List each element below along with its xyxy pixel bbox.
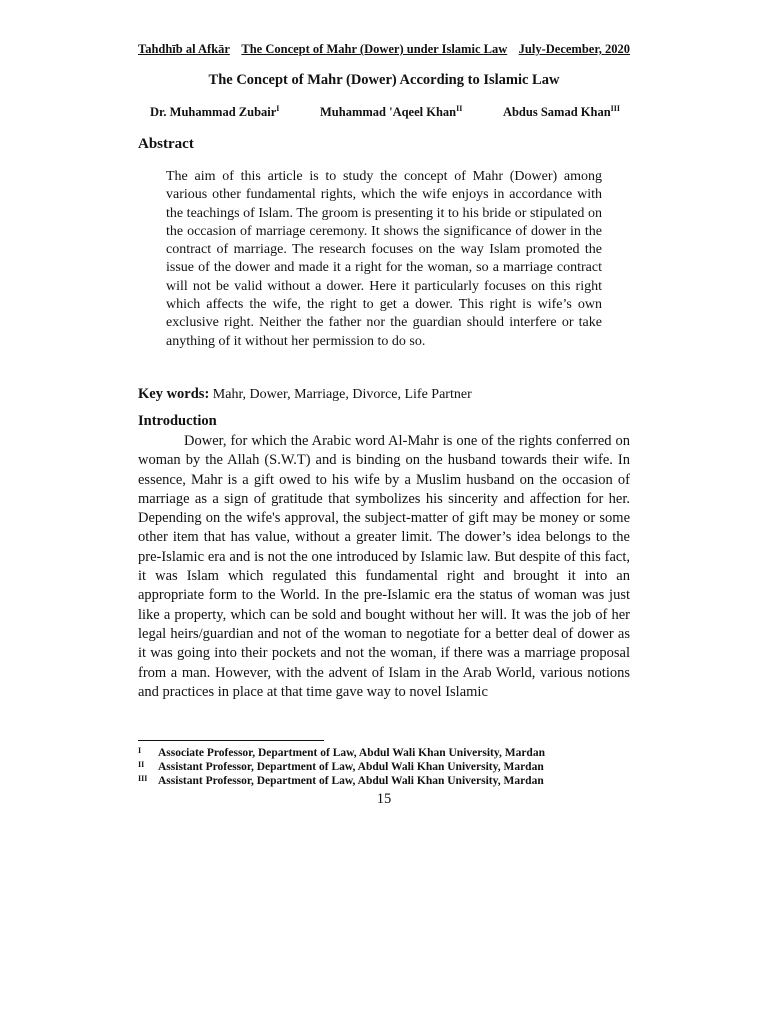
abstract-body: The aim of this article is to study the concept of Mahr (Dower) among various other fundamental rights, which the wife enjoys in accordance with the teachings of Islam. The groom is presenting it to his bride or stipulated on the occasion of marriage ceremony. It shows the significance of dower in the contract of marriage. The research focuses on the way Islam promoted the issue of the dower and made it a right for the woman, so a marriage contract will not be valid without a dower. Here it particularly focuses on this right which affects the wife, the right to get a dower. This right is wife’s own exclusive right. Neither the father nor the guardian should interfere or take anything of it without her permission to do so.	[166, 169, 602, 349]
article-short-title: The Concept of Mahr (Dower) under Islamic Law	[241, 42, 508, 56]
footnote-text: Associate Professor, Department of Law, Abdul Wali Khan University, Mardan	[158, 747, 545, 759]
keywords-label: Key words:	[138, 386, 210, 402]
footnote-mark: III	[138, 774, 148, 783]
footnote	[138, 760, 618, 774]
author-name: Muhammad 'Aqeel Khan	[320, 105, 457, 120]
introduction-body: Dower, for which the Arabic word Al-Mahr is one of the rights conferred on woman by the Allah (S.W.T) and is binding on the husband towards their wife. In essence, Mahr is a gift owed to his wife by a Muslim husband on the occasion of marriage as a sign of gratitude that symbolizes his sincerity and affection for her. Depending on the wife's approval, the subject-matter of gift may be money or some other item that has value, without a greater limit. The dower’s idea belongs to the pre-Islamic era and is not the one introduced by Islamic law. But despite of this fact, it was Islam which regulated this fundamental right and brought it into an appropriate form to the World. In the pre-Islamic era the status of woman was just like a property, which can be sold and bought without her will. It was the job of her legal heirs/guardian and not of the woman to negotiate for a better deal of dower as it was going into their pockets and not the woman, if there was a marriage proposal from a man. However, with the advent of Islam in the Arab World, various notions and practices in place at that time gave way to novel Islamic	[138, 433, 630, 700]
abstract-heading: Abstract	[138, 136, 194, 152]
page-number: 15	[376, 791, 392, 807]
author-list	[150, 104, 620, 120]
author	[503, 104, 620, 120]
introduction-heading: Introduction	[138, 413, 217, 429]
footnote	[138, 746, 618, 760]
footnote-divider	[138, 740, 324, 741]
author-name: Abdus Samad Khan	[502, 105, 611, 120]
footnote-text: Assistant Professor, Department of Law, Abdul Wali Khan University, Mardan	[158, 761, 544, 773]
footnote-mark: I	[138, 746, 142, 755]
journal-name: Tahdhīb al Afkār	[138, 42, 230, 56]
author-affiliation-mark: II	[456, 104, 463, 113]
keywords-value: Mahr, Dower, Marriage, Divorce, Life Partner	[212, 387, 472, 402]
author	[150, 104, 279, 120]
footnote-mark: II	[138, 760, 145, 769]
author-affiliation-mark: III	[610, 104, 620, 113]
paper-title: The Concept of Mahr (Dower) According to Islamic Law	[208, 72, 560, 88]
author-affiliation-mark: I	[276, 104, 280, 113]
issue-date: July-December, 2020	[518, 42, 630, 56]
author	[320, 104, 462, 120]
running-header	[138, 42, 630, 57]
footnotes	[138, 746, 618, 788]
keywords	[138, 386, 630, 403]
author-name: Dr. Muhammad Zubair	[150, 105, 277, 120]
footnote	[138, 774, 618, 788]
footnote-text: Assistant Professor, Department of Law, Abdul Wali Khan University, Mardan	[158, 775, 544, 787]
